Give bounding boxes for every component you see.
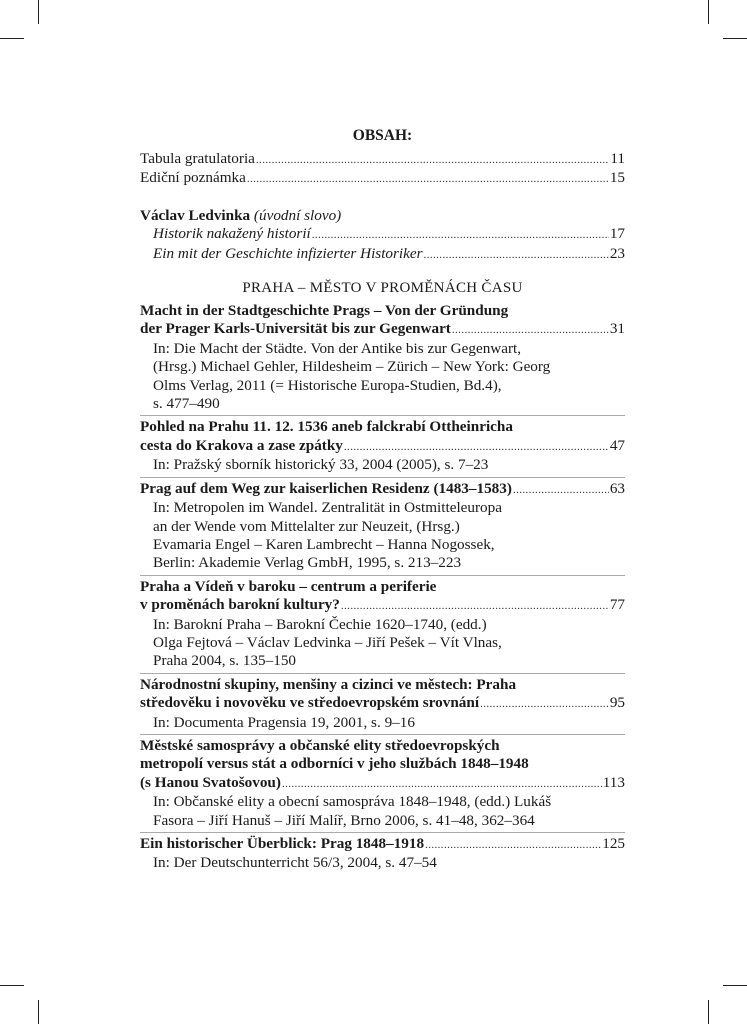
- entry-source: In: Občanské elity a obecní samospráva 1848–1948, (edd.) Lukáš: [153, 793, 552, 811]
- toc-item[interactable]: [140, 169, 625, 188]
- dot-leader: [341, 597, 609, 615]
- entry-source: In: Der Deutschunterricht 56/3, 2004, s. 47–54: [153, 854, 437, 872]
- toc-entry[interactable]: [140, 673, 625, 732]
- entry-title-line: [140, 755, 625, 773]
- entry-source: Praha 2004, s. 135–150: [153, 652, 297, 670]
- dot-leader: [425, 836, 601, 854]
- entry-title: Praha a Vídeň v baroku – centrum a periferie: [140, 577, 437, 595]
- crop-mark: [0, 985, 24, 986]
- intro-author: Václav Ledvinka: [140, 206, 251, 224]
- intro-note: (úvodní slovo): [253, 206, 342, 224]
- entry-source: In: Metropolen im Wandel. Zentralität in Ostmitteleuropa: [153, 499, 502, 517]
- entry-title: cesta do Krakova a zase zpátky: [140, 436, 343, 454]
- entry-title: Ein historischer Überblick: Prag 1848–1918: [140, 835, 425, 852]
- dot-leader: [344, 438, 609, 456]
- entry-page: 47: [609, 436, 625, 454]
- entry-source: In: Pražský sborník historický 33, 2004 (2005), s. 7–23: [153, 456, 489, 474]
- entry-title: Městské samosprávy a občanské elity středoevropských: [140, 736, 500, 754]
- crop-mark: [38, 1000, 39, 1024]
- table-of-contents: [140, 126, 625, 873]
- intro-author-line: [140, 207, 625, 225]
- entry-title-line: [140, 320, 625, 339]
- entry-source: Berlin: Akademie Verlag GmbH, 1995, s. 213–223: [153, 554, 462, 572]
- entry-page: 113: [602, 773, 625, 791]
- toc-item-label: Tabula gratulatoria: [140, 150, 255, 167]
- entry-title: metropolí versus stát a odborníci v jeho službách 1848–1948: [140, 755, 529, 773]
- entry-source: Evamaria Engel – Karen Lambrecht – Hanna Nogossek,: [153, 535, 495, 553]
- toc-item-page: 23: [609, 244, 625, 262]
- toc-item-page: 17: [609, 225, 625, 243]
- dot-leader: [480, 695, 609, 713]
- crop-mark: [723, 38, 747, 39]
- entry-title: Macht in der Stadtgeschichte Prags – Von der Gründung: [140, 302, 509, 320]
- dot-leader: [247, 170, 609, 188]
- entry-title-line: [140, 676, 625, 694]
- crop-mark: [708, 1000, 709, 1024]
- entry-page: 77: [609, 596, 625, 614]
- page-title: OBSAH:: [352, 127, 413, 144]
- toc-entry[interactable]: [140, 575, 625, 671]
- toc-item-label: Ediční poznámka: [140, 169, 246, 187]
- entry-source: an der Wende vom Mittelalter zur Neuzeit, (Hrsg.): [153, 517, 460, 535]
- entry-title: Prag auf dem Weg zur kaiserlichen Residenz (1483–1583): [140, 479, 512, 497]
- toc-entry[interactable]: [140, 477, 625, 573]
- entry-source: Olms Verlag, 2011 (= Historische Europa-Studien, Bd.4),: [153, 376, 502, 394]
- entry-title-line: [140, 480, 625, 499]
- toc-item[interactable]: [140, 245, 625, 264]
- crop-mark: [0, 38, 24, 39]
- toc-item-label: Ein mit der Geschichte infizierter Historiker: [153, 244, 423, 262]
- toc-item-page: 15: [609, 169, 625, 187]
- entry-title: der Prager Karls-Universität bis zur Gegenwart: [140, 320, 451, 338]
- entry-title: Národnostní skupiny, menšiny a cizinci ve městech: Praha: [140, 675, 517, 693]
- dot-leader: [256, 151, 609, 169]
- entry-title-line: [140, 835, 625, 854]
- toc-item[interactable]: [140, 225, 625, 244]
- entry-title-line: [140, 418, 625, 436]
- entry-source: In: Die Macht der Städte. Von der Antike bis zur Gegenwart,: [153, 339, 522, 357]
- entry-title-line: [140, 596, 625, 615]
- entry-page: 31: [609, 320, 625, 338]
- toc-entry[interactable]: [140, 734, 625, 830]
- crop-mark: [708, 0, 709, 24]
- entry-page: 125: [602, 835, 625, 852]
- dot-leader: [312, 226, 609, 244]
- toc-entry[interactable]: [140, 415, 625, 474]
- entry-source: In: Documenta Pragensia 19, 2001, s. 9–16: [153, 713, 415, 731]
- section-title: PRAHA – MĚSTO V PROMĚNÁCH ČASU: [242, 280, 523, 297]
- dot-leader: [452, 321, 609, 339]
- entry-source: In: Barokní Praha – Barokní Čechie 1620–1740, (edd.): [153, 615, 487, 633]
- entry-source: (Hrsg.) Michael Gehler, Hildesheim – Zürich – New York: Georg: [153, 358, 551, 376]
- entry-list: [140, 300, 625, 873]
- toc-entry[interactable]: [140, 300, 625, 413]
- entry-title-line: [140, 737, 625, 755]
- toc-item-label: Historik nakažený historií: [153, 225, 311, 243]
- entry-source: Olga Fejtová – Václav Ledvinka – Jiří Pešek – Vít Vlnas,: [153, 633, 502, 651]
- toc-item[interactable]: [140, 150, 625, 169]
- entry-title: v proměnách barokní kultury?: [140, 596, 340, 614]
- dot-leader: [424, 246, 609, 264]
- entry-title: Pohled na Prahu 11. 12. 1536 aneb falckrabí Ottheinricha: [140, 418, 513, 436]
- crop-mark: [723, 985, 747, 986]
- toc-entry[interactable]: [140, 832, 625, 873]
- dot-leader: [282, 775, 602, 793]
- crop-mark: [38, 0, 39, 24]
- entry-title: středověku i novověku ve středoevropském srovnání: [140, 694, 480, 712]
- entry-title-line: [140, 302, 625, 320]
- entry-title-line: [140, 437, 625, 456]
- entry-page: 63: [609, 479, 625, 497]
- entry-source: Fasora – Jiří Hanuš – Jiří Malíř, Brno 2006, s. 41–48, 362–364: [153, 811, 535, 829]
- entry-title-line: [140, 694, 625, 713]
- entry-title-line: [140, 774, 625, 793]
- entry-page: 95: [609, 694, 625, 712]
- entry-title: (s Hanou Svatošovou): [140, 773, 281, 791]
- toc-item-page: 11: [610, 150, 625, 167]
- dot-leader: [513, 481, 609, 499]
- entry-source: s. 477–490: [153, 395, 220, 413]
- entry-title-line: [140, 578, 625, 596]
